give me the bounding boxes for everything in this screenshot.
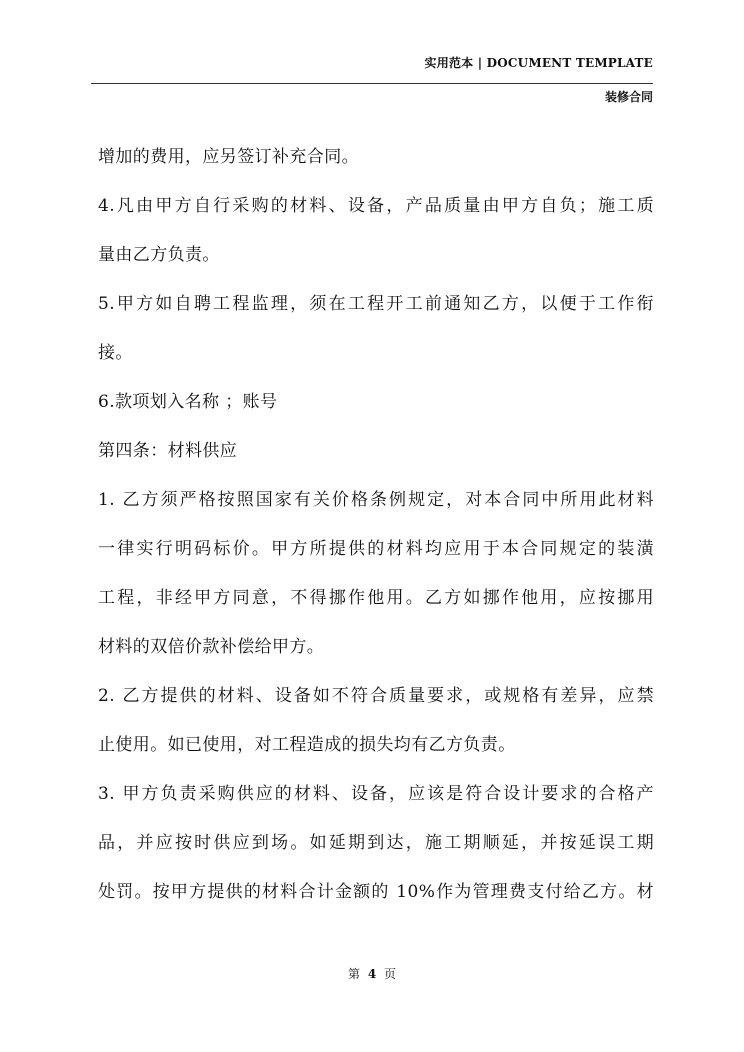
- text-line: 品，并应按时供应到场。如延期到达，施工期顺延，并按延误工期: [98, 833, 654, 853]
- section-heading: 第四条：材料供应: [98, 441, 238, 461]
- header-title: 实用范本 | DOCUMENT TEMPLATE: [424, 56, 653, 70]
- text-line: 工程，非经甲方同意，不得挪作他用。乙方如挪作他用，应按挪用: [98, 588, 654, 608]
- page-suffix: 页: [384, 967, 397, 981]
- text-line: 止使用。如已使用，对工程造成的损失均有乙方负责。: [98, 735, 516, 755]
- document-body: [98, 142, 654, 926]
- text-line: 量由乙方负责。: [98, 245, 220, 265]
- text-line: 3. 甲方负责采购供应的材料、设备，应该是符合设计要求的合格产: [98, 784, 654, 804]
- text-line: 4.凡由甲方自行采购的材料、设备，产品质量由甲方自负；施工质: [98, 196, 654, 216]
- text-line: 材料的双倍价款补偿给甲方。: [98, 637, 325, 657]
- text-line: 5.甲方如自聘工程监理，须在工程开工前通知乙方，以便于工作衔: [98, 294, 654, 314]
- page-number: 4: [367, 967, 377, 981]
- page-prefix: 第: [347, 967, 360, 981]
- text-line: 接。: [98, 343, 133, 363]
- text-line: 一律实行明码标价。甲方所提供的材料均应用于本合同规定的装潢: [98, 539, 654, 559]
- text-line: 增加的费用，应另签订补充合同。: [98, 147, 359, 167]
- text-line: 6.款项划入名称 ；账号: [98, 392, 278, 412]
- text-line: 处罚。按甲方提供的材料合计金额的 10%作为管理费支付给乙方。材: [98, 882, 654, 902]
- document-type-label: 装修合同: [604, 90, 653, 104]
- text-line: 2. 乙方提供的材料、设备如不符合质量要求，或规格有差异，应禁: [98, 686, 654, 706]
- header-divider: [91, 83, 653, 84]
- text-line: 1. 乙方须严格按照国家有关价格条例规定，对本合同中所用此材料: [98, 490, 654, 510]
- page-footer: [0, 965, 744, 982]
